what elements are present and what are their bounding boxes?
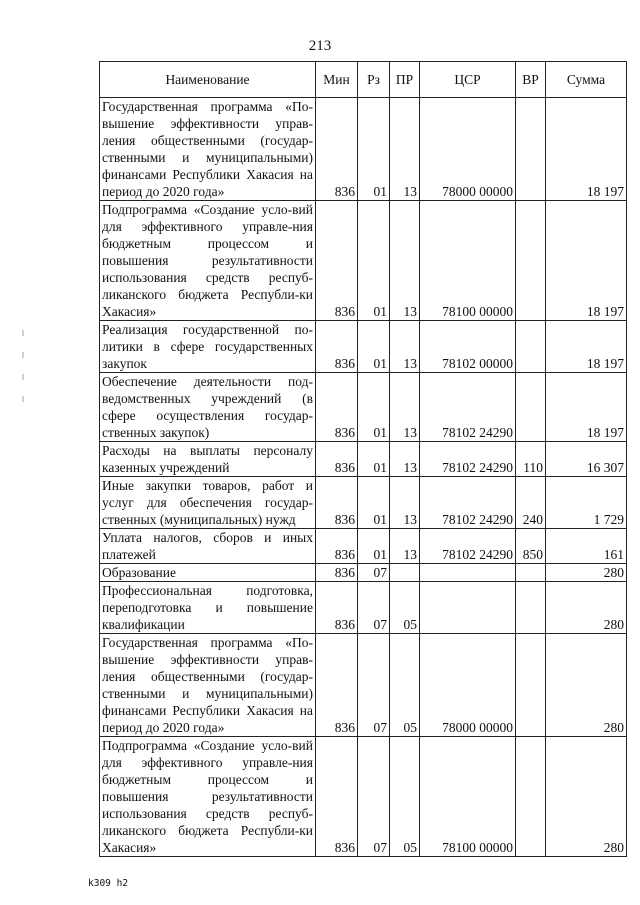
row-vr bbox=[516, 373, 546, 442]
row-vr bbox=[516, 321, 546, 373]
footer-code: k309 h2 bbox=[88, 878, 129, 889]
row-sum: 280 bbox=[546, 737, 627, 857]
table-row bbox=[100, 373, 627, 442]
row-sum: 18 197 bbox=[546, 201, 627, 321]
table-row bbox=[100, 737, 627, 857]
table-row bbox=[100, 321, 627, 373]
row-rz: 01 bbox=[358, 373, 390, 442]
row-sum: 1 729 bbox=[546, 477, 627, 529]
table-row bbox=[100, 634, 627, 737]
row-name: Подпрограмма «Создание усло-вий для эффективного управле-ния бюджетным процессом и повышения результативности использования средств респуб-ликанского бюджета Республи-ки Хакасия» bbox=[100, 737, 316, 857]
row-pr: 13 bbox=[390, 201, 420, 321]
scan-edge-mark bbox=[22, 330, 24, 336]
row-min: 836 bbox=[316, 737, 358, 857]
row-csr: 78102 24290 bbox=[420, 442, 516, 477]
table-row bbox=[100, 564, 627, 582]
row-min: 836 bbox=[316, 582, 358, 634]
row-min: 836 bbox=[316, 98, 358, 201]
row-vr bbox=[516, 564, 546, 582]
row-csr: 78102 24290 bbox=[420, 373, 516, 442]
row-csr: 78100 00000 bbox=[420, 201, 516, 321]
row-vr: 240 bbox=[516, 477, 546, 529]
row-rz: 01 bbox=[358, 201, 390, 321]
row-csr bbox=[420, 582, 516, 634]
row-name: Образование bbox=[100, 564, 316, 582]
row-pr: 13 bbox=[390, 442, 420, 477]
row-csr: 78000 00000 bbox=[420, 634, 516, 737]
row-sum: 280 bbox=[546, 634, 627, 737]
row-rz: 07 bbox=[358, 634, 390, 737]
row-sum: 18 197 bbox=[546, 321, 627, 373]
row-rz: 01 bbox=[358, 529, 390, 564]
row-pr bbox=[390, 564, 420, 582]
row-vr bbox=[516, 737, 546, 857]
table-row bbox=[100, 201, 627, 321]
row-sum: 161 bbox=[546, 529, 627, 564]
row-csr bbox=[420, 564, 516, 582]
column-header-vr: ВР bbox=[516, 62, 546, 98]
row-pr: 05 bbox=[390, 634, 420, 737]
row-sum: 16 307 bbox=[546, 442, 627, 477]
row-vr: 850 bbox=[516, 529, 546, 564]
page-number: 213 bbox=[308, 38, 332, 54]
row-name: Расходы на выплаты персоналу казенных учреждений bbox=[100, 442, 316, 477]
row-vr bbox=[516, 582, 546, 634]
row-rz: 01 bbox=[358, 98, 390, 201]
row-rz: 01 bbox=[358, 477, 390, 529]
row-name: Профессиональная подготовка, переподготовка и повышение квалификации bbox=[100, 582, 316, 634]
table-row bbox=[100, 582, 627, 634]
row-vr bbox=[516, 98, 546, 201]
row-rz: 07 bbox=[358, 737, 390, 857]
row-min: 836 bbox=[316, 477, 358, 529]
row-pr: 13 bbox=[390, 98, 420, 201]
row-name: Уплата налогов, сборов и иных платежей bbox=[100, 529, 316, 564]
row-min: 836 bbox=[316, 442, 358, 477]
row-name: Обеспечение деятельности под-ведомственных учреждений (в сфере осуществления государ-ственных закупок) bbox=[100, 373, 316, 442]
row-pr: 13 bbox=[390, 529, 420, 564]
row-name: Государственная программа «По-вышение эффективности управ-ления общественными (государ-ственными и муниципальными) финансами Республики Хакасия на период до 2020 года» bbox=[100, 634, 316, 737]
column-header-sum: Сумма bbox=[546, 62, 627, 98]
table-header-row bbox=[100, 62, 627, 98]
column-header-csr: ЦСР bbox=[420, 62, 516, 98]
table-row bbox=[100, 477, 627, 529]
scan-edge-mark bbox=[22, 396, 24, 402]
column-header-pr: ПР bbox=[390, 62, 420, 98]
column-header-rz: Рз bbox=[358, 62, 390, 98]
row-rz: 07 bbox=[358, 582, 390, 634]
row-pr: 13 bbox=[390, 321, 420, 373]
row-rz: 01 bbox=[358, 321, 390, 373]
row-min: 836 bbox=[316, 529, 358, 564]
row-name: Иные закупки товаров, работ и услуг для обеспечения государ-ственных (муниципальных) нужд bbox=[100, 477, 316, 529]
row-pr: 13 bbox=[390, 373, 420, 442]
table-row bbox=[100, 98, 627, 201]
row-vr bbox=[516, 634, 546, 737]
row-min: 836 bbox=[316, 321, 358, 373]
row-csr: 78000 00000 bbox=[420, 98, 516, 201]
row-csr: 78100 00000 bbox=[420, 737, 516, 857]
scan-edge-mark bbox=[22, 352, 24, 358]
budget-table bbox=[99, 61, 627, 857]
row-name: Подпрограмма «Создание усло-вий для эффективного управле-ния бюджетным процессом и повышения результативности использования средств респуб-ликанского бюджета Республи-ки Хакасия» bbox=[100, 201, 316, 321]
row-rz: 01 bbox=[358, 442, 390, 477]
row-csr: 78102 24290 bbox=[420, 477, 516, 529]
row-name: Государственная программа «По-вышение эффективности управ-ления общественными (государ-ственными и муниципальными) финансами Республики Хакасия на период до 2020 года» bbox=[100, 98, 316, 201]
row-sum: 280 bbox=[546, 564, 627, 582]
column-header-min: Мин bbox=[316, 62, 358, 98]
row-vr bbox=[516, 201, 546, 321]
row-sum: 18 197 bbox=[546, 373, 627, 442]
row-min: 836 bbox=[316, 564, 358, 582]
table-row bbox=[100, 529, 627, 564]
row-min: 836 bbox=[316, 634, 358, 737]
row-rz: 07 bbox=[358, 564, 390, 582]
row-pr: 05 bbox=[390, 737, 420, 857]
row-name: Реализация государственной по-литики в сфере государственных закупок bbox=[100, 321, 316, 373]
row-min: 836 bbox=[316, 201, 358, 321]
row-pr: 05 bbox=[390, 582, 420, 634]
table-row bbox=[100, 442, 627, 477]
row-vr: 110 bbox=[516, 442, 546, 477]
row-sum: 18 197 bbox=[546, 98, 627, 201]
column-header-name: Наименование bbox=[100, 62, 316, 98]
row-min: 836 bbox=[316, 373, 358, 442]
row-csr: 78102 00000 bbox=[420, 321, 516, 373]
row-csr: 78102 24290 bbox=[420, 529, 516, 564]
row-sum: 280 bbox=[546, 582, 627, 634]
scan-edge-mark bbox=[22, 374, 24, 380]
row-pr: 13 bbox=[390, 477, 420, 529]
